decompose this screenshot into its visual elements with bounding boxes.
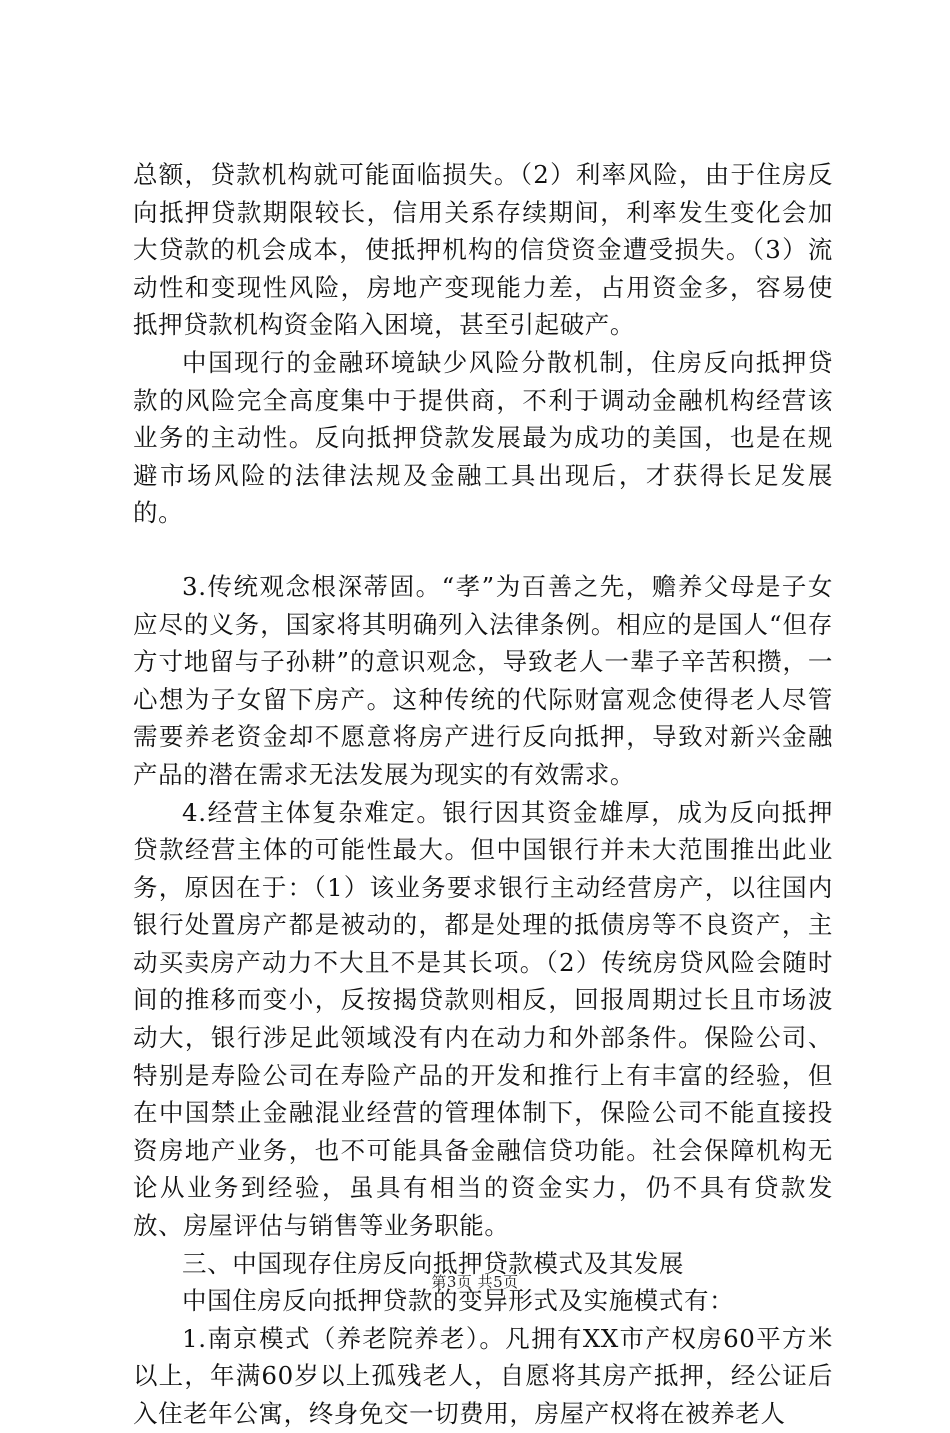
paragraph-operating-entity: 4.经营主体复杂难定。银行因其资金雄厚，成为反向抵押贷款经营主体的可能性最大。但中国银行并未大范围推出此业务，原因在于：（1）该业务要求银行主动经营房产，以往国内银行处置房产都是被动的，都是处理的抵债房等不良资产，主动买卖房产动力不大且不是其长项。（2）传统房贷风险会随时间的推移而变小，反按揭贷款则相反，回报周期过长且市场波动大，银行涉足此领域没有内在动力和外部条件。保险公司、特别是寿险公司在寿险产品的开发和推行上有丰富的经验，但在中国禁止金融混业经营的管理体制下，保险公司不能直接投资房地产业务，也不可能具备金融信贷功能。社会保障机构无论从业务到经验，虽具有相当的资金实力，仍不具有贷款发放、房屋评估与销售等业务职能。 [133,797,833,1241]
paragraph-model-intro: 中国住房反向抵押贷款的变异形式及实施模式有： [182,1286,735,1316]
paragraph-loan-risks: 总额，贷款机构就可能面临损失。（2）利率风险，由于住房反向抵押贷款期限较长，信用关系存续期间，利率发生变化会加大贷款的机会成本，使抵押机构的信贷资金遭受损失。（3）流动性和变现性风险，房地产变现能力差，占用资金多，容易使抵押贷款机构资金陷入困境，甚至引起破产。 [133,160,833,340]
document-body [133,156,833,1433]
paragraph-risk-dispersion: 中国现行的金融环境缺少风险分散机制，住房反向抵押贷款的风险完全高度集中于提供商，不利于调动金融机构经营该业务的主动性。反向抵押贷款发展最为成功的美国，也是在规避市场风险的法律法规及金融工具出现后，才获得长足发展的。 [133,347,833,528]
section-heading-existing-models: 三、中国现存住房反向抵押贷款模式及其发展 [182,1248,684,1278]
paragraph-nanjing-model: 1.南京模式（养老院养老）。凡拥有XX市产权房60平方米以上，年满60岁以上孤残老人，自愿将其房产抵押，经公证后入住老年公寓，终身免交一切费用，房屋产权将在被养老人 [133,1323,833,1428]
paragraph-traditional-concepts: 3.传统观念根深蒂固。“孝”为百善之先，赡养父母是子女应尽的义务，国家将其明确列入法律条例。相应的是国人“但存方寸地留与子孙耕”的意识观念，导致老人一辈子辛苦积攒，一心想为子女留下房产。这种传统的代际财富观念使得老人尽管需要养老资金却不愿意将房产进行反向抵押，导致对新兴金融产品的潜在需求无法发展为现实的有效需求。 [133,571,833,789]
page-number-footer: 第3页 共5页 [431,1273,519,1291]
